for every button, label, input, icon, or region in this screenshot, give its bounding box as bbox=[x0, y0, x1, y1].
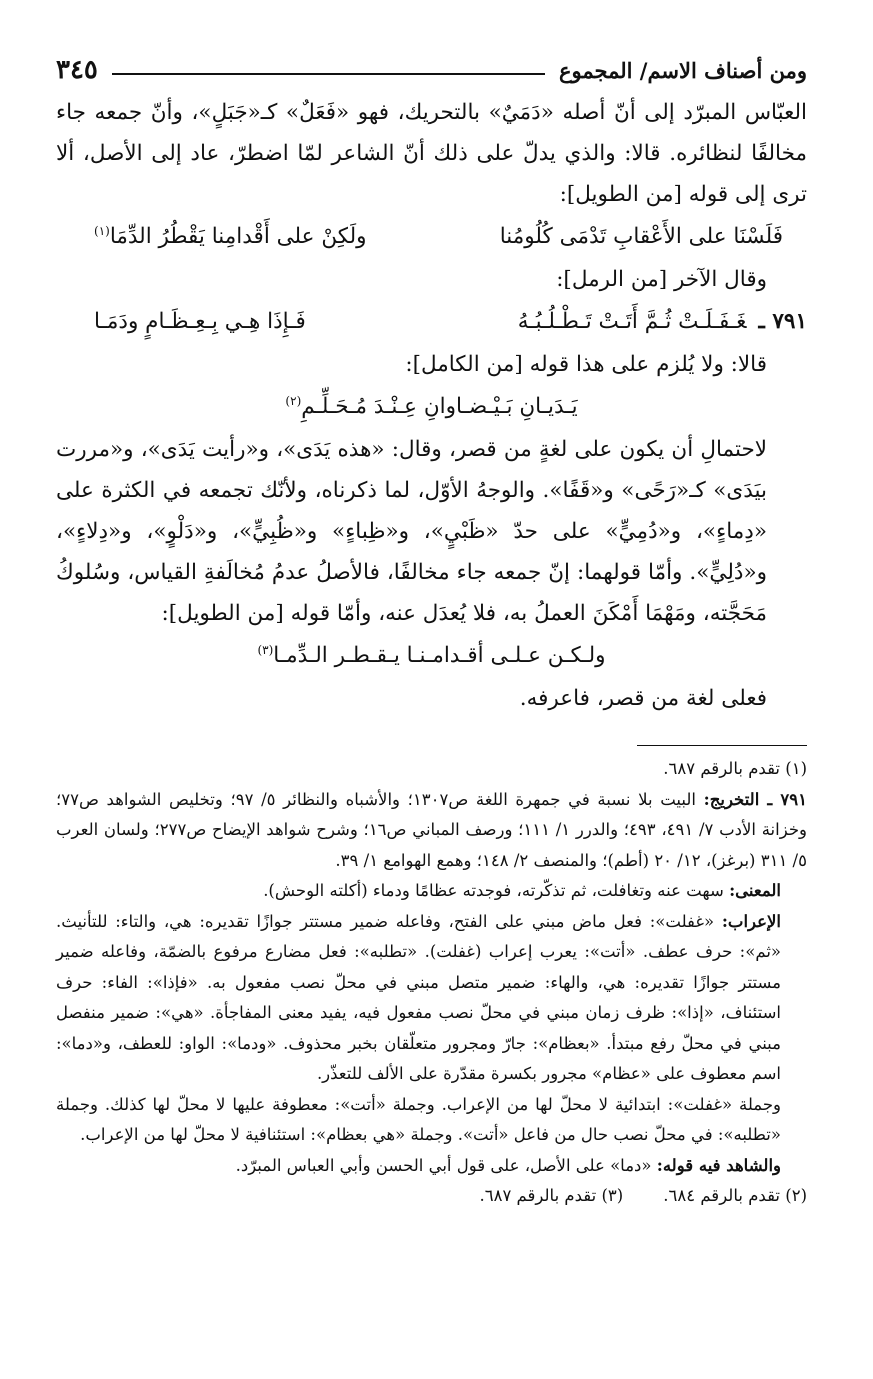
footnote-1: (١) تقدم بالرقم ٦٨٧. bbox=[663, 759, 807, 778]
meaning-text: سهت عنه وتغافلت، ثم تذكّرته، فوجدته عظامًا ودماء (أكلته الوحش). bbox=[263, 881, 724, 900]
running-header bbox=[56, 48, 807, 92]
verse-2-first-wrap bbox=[518, 300, 807, 344]
page-number: ٣٤٥ bbox=[56, 55, 98, 85]
verse-4-text: ولـكـن عـلـى أقـدامـنـا يـقـطـر الـدِّمـا bbox=[273, 643, 606, 668]
footnote-jumal: وجملة «غفلت»: ابتدائية لا محلّ لها من الإعراب. وجملة «أتت»: معطوفة عليها لا محلّ لها كذلك. وجملة «تطلبه»: في محلّ نصب حال من فاعل «أتت». وجملة «هي بعظام»: استئنافية لا محلّ لها من الإعراب. bbox=[56, 1094, 781, 1144]
verse-1-second-text: ولَكِنْ على أَقْدامِنا يَقْطُرُ الدِّمَا bbox=[109, 224, 367, 249]
verse-3-text: يَـدَيـانِ بَـيْـضـاوانِ عِـنْـدَ مُـحَـلِّـمِ bbox=[301, 394, 578, 419]
irab-label: الإعراب: bbox=[721, 911, 781, 931]
footnote-irab bbox=[56, 907, 807, 1090]
header-rule bbox=[112, 73, 545, 75]
verse-3 bbox=[56, 385, 807, 429]
footnote-ref-1: (١) bbox=[94, 223, 110, 238]
verse-1-first-hemistich: فَلَسْنَا على الأَعْقابِ تَدْمَى كُلُومُنا bbox=[499, 224, 783, 249]
footnote-meaning bbox=[56, 876, 807, 907]
main-text bbox=[56, 92, 807, 719]
takhrij-text: البيت بلا نسبة في جمهرة اللغة ص١٣٠٧؛ والأشباه والنظائر ٥/ ٩٧؛ وتخليص الشواهد ص٧٧؛ وخزانة الأدب ٧/ ٤٩١، ٤٩٣؛ والدرر ١/ ١١١؛ ورصف المباني ص١٦؛ وشرح شواهد الإيضاح ص٢٧٧؛ ولسان العرب ٥/ ٣١١ (برغز)، ١٢/ ٢٠ (أطم)؛ والمنصف ٢/ ١٤٨؛ وهمع الهوامع ١/ ٣٩. bbox=[56, 789, 807, 870]
footnotes-2-3 bbox=[56, 1181, 807, 1212]
verse-1-second-hemistich bbox=[94, 215, 367, 259]
meaning-label: المعنى: bbox=[729, 881, 781, 900]
shahid-label: والشاهد فيه قوله: bbox=[656, 1155, 781, 1175]
verse-2 bbox=[56, 300, 807, 344]
footnote-ref-2: (٢) bbox=[285, 393, 302, 408]
footnote-2: (٢) تقدم بالرقم ٦٨٤. bbox=[663, 1186, 807, 1205]
irab-text: «غفلت»: فعل ماض مبني على الفتح، وفاعله ضمير مستتر جوازًا تقديره: هي، والتاء: للتأنيث. «ثم»: حرف عطف. «أتت»: يعرب إعراب (غفلت). «تطلبه»: فعل مضارع مرفوع بالضمّة، وفاعله ضمير مستتر جوازًا تقديره: هي، والهاء: ضمير متصل مبني في محلّ نصب مفعول به. «فإذا»: الفاء: حرف استئناف، «إذا»: ظرف زمان مبني في محلّ نصب مفعول فيه، يفيد معنى المفاجأة. «هي»: ضمير منفصل مبني في محلّ رفع مبتدأ. «بعظام»: جارّ ومجرور متعلّقان بخبر محذوف. «ودما»: الواو: للعطف، و«دما»: اسم معطوف على «عظام» مجرور بكسرة مقدّرة على الألف للتعذّر. bbox=[56, 911, 781, 1083]
verse-2-second-hemistich: فَـإِذَا هِـي بِـعِـظَـامٍ ودَمَـا bbox=[94, 309, 306, 334]
footnote-ref-3: (٣) bbox=[257, 642, 274, 657]
intro-2: وقال الآخر [من الرمل]: bbox=[556, 267, 767, 292]
verse-number: ٧٩١ ـ bbox=[758, 309, 807, 334]
intro-3: قالا: ولا يُلزم على هذا قوله [من الكامل]: bbox=[405, 352, 767, 377]
takhrij-label: ٧٩١ ـ التخريج: bbox=[703, 789, 807, 809]
footnote-791-takhrij bbox=[56, 785, 807, 877]
footnotes bbox=[56, 754, 807, 1212]
footnote-shahid bbox=[56, 1151, 807, 1182]
running-title: ومن أصناف الاسم/ المجموع bbox=[559, 57, 807, 83]
paragraph-2: لاحتمالِ أن يكون على لغةٍ من قصر، وقال: «هذه يَدَى»، و«رأيت يَدَى»، و«مررت بيَدَى» كـ«رَحًى» و«قَفًا». والوجهُ الأوّل، لما ذكرناه، ولأنّك تجمعه في الكثرة على «دِماءٍ»، و«دُمِيٍّ» على حدّ «ظَبْيٍ»، و«ظِباءٍ» و«ظُبِيٍّ»، و«دَلْوٍ»، و«دِلاءٍ»، و«دُلِيٍّ». وأمّا قولهما: إنّ جمعه جاء مخالفًا، فالأصلُ عدمُ مُخالَفةِ القياس، وسُلوكُ مَحَجَّته، ومَهْمَا أَمْكَنَ العملُ به، فلا يُعدَل عنه، وأمّا قوله [من الطويل]: bbox=[56, 437, 767, 626]
verse-1 bbox=[56, 215, 807, 259]
paragraph-1: العبّاس المبرّد إلى أنّ أصله «دَمَيٌ» بالتحريك، فهو «فَعَلٌ» كـ«جَبَلٍ»، وأنّ جمعه جاء مخالفًا لنظائره. قالا: والذي يدلّ على ذلك أنّ الشاعر لمّا اضطرّ، عاد إلى الأصل، ألا ترى إلى قوله [من الطويل]: bbox=[56, 100, 807, 207]
footnote-rule bbox=[637, 745, 807, 746]
verse-2-first-hemistich: غَـفَـلَـتْ ثُـمَّ أَتَـتْ تَـطْـلُـبُـهُ bbox=[517, 309, 747, 334]
shahid-text: «دما» على الأصل، على قول أبي الحسن وأبي العباس المبرّد. bbox=[235, 1155, 652, 1175]
verse-4 bbox=[56, 634, 807, 678]
paragraph-3: فعلى لغة من قصر، فاعرفه. bbox=[519, 686, 767, 711]
footnote-3: (٣) تقدم بالرقم ٦٨٧. bbox=[479, 1186, 624, 1205]
